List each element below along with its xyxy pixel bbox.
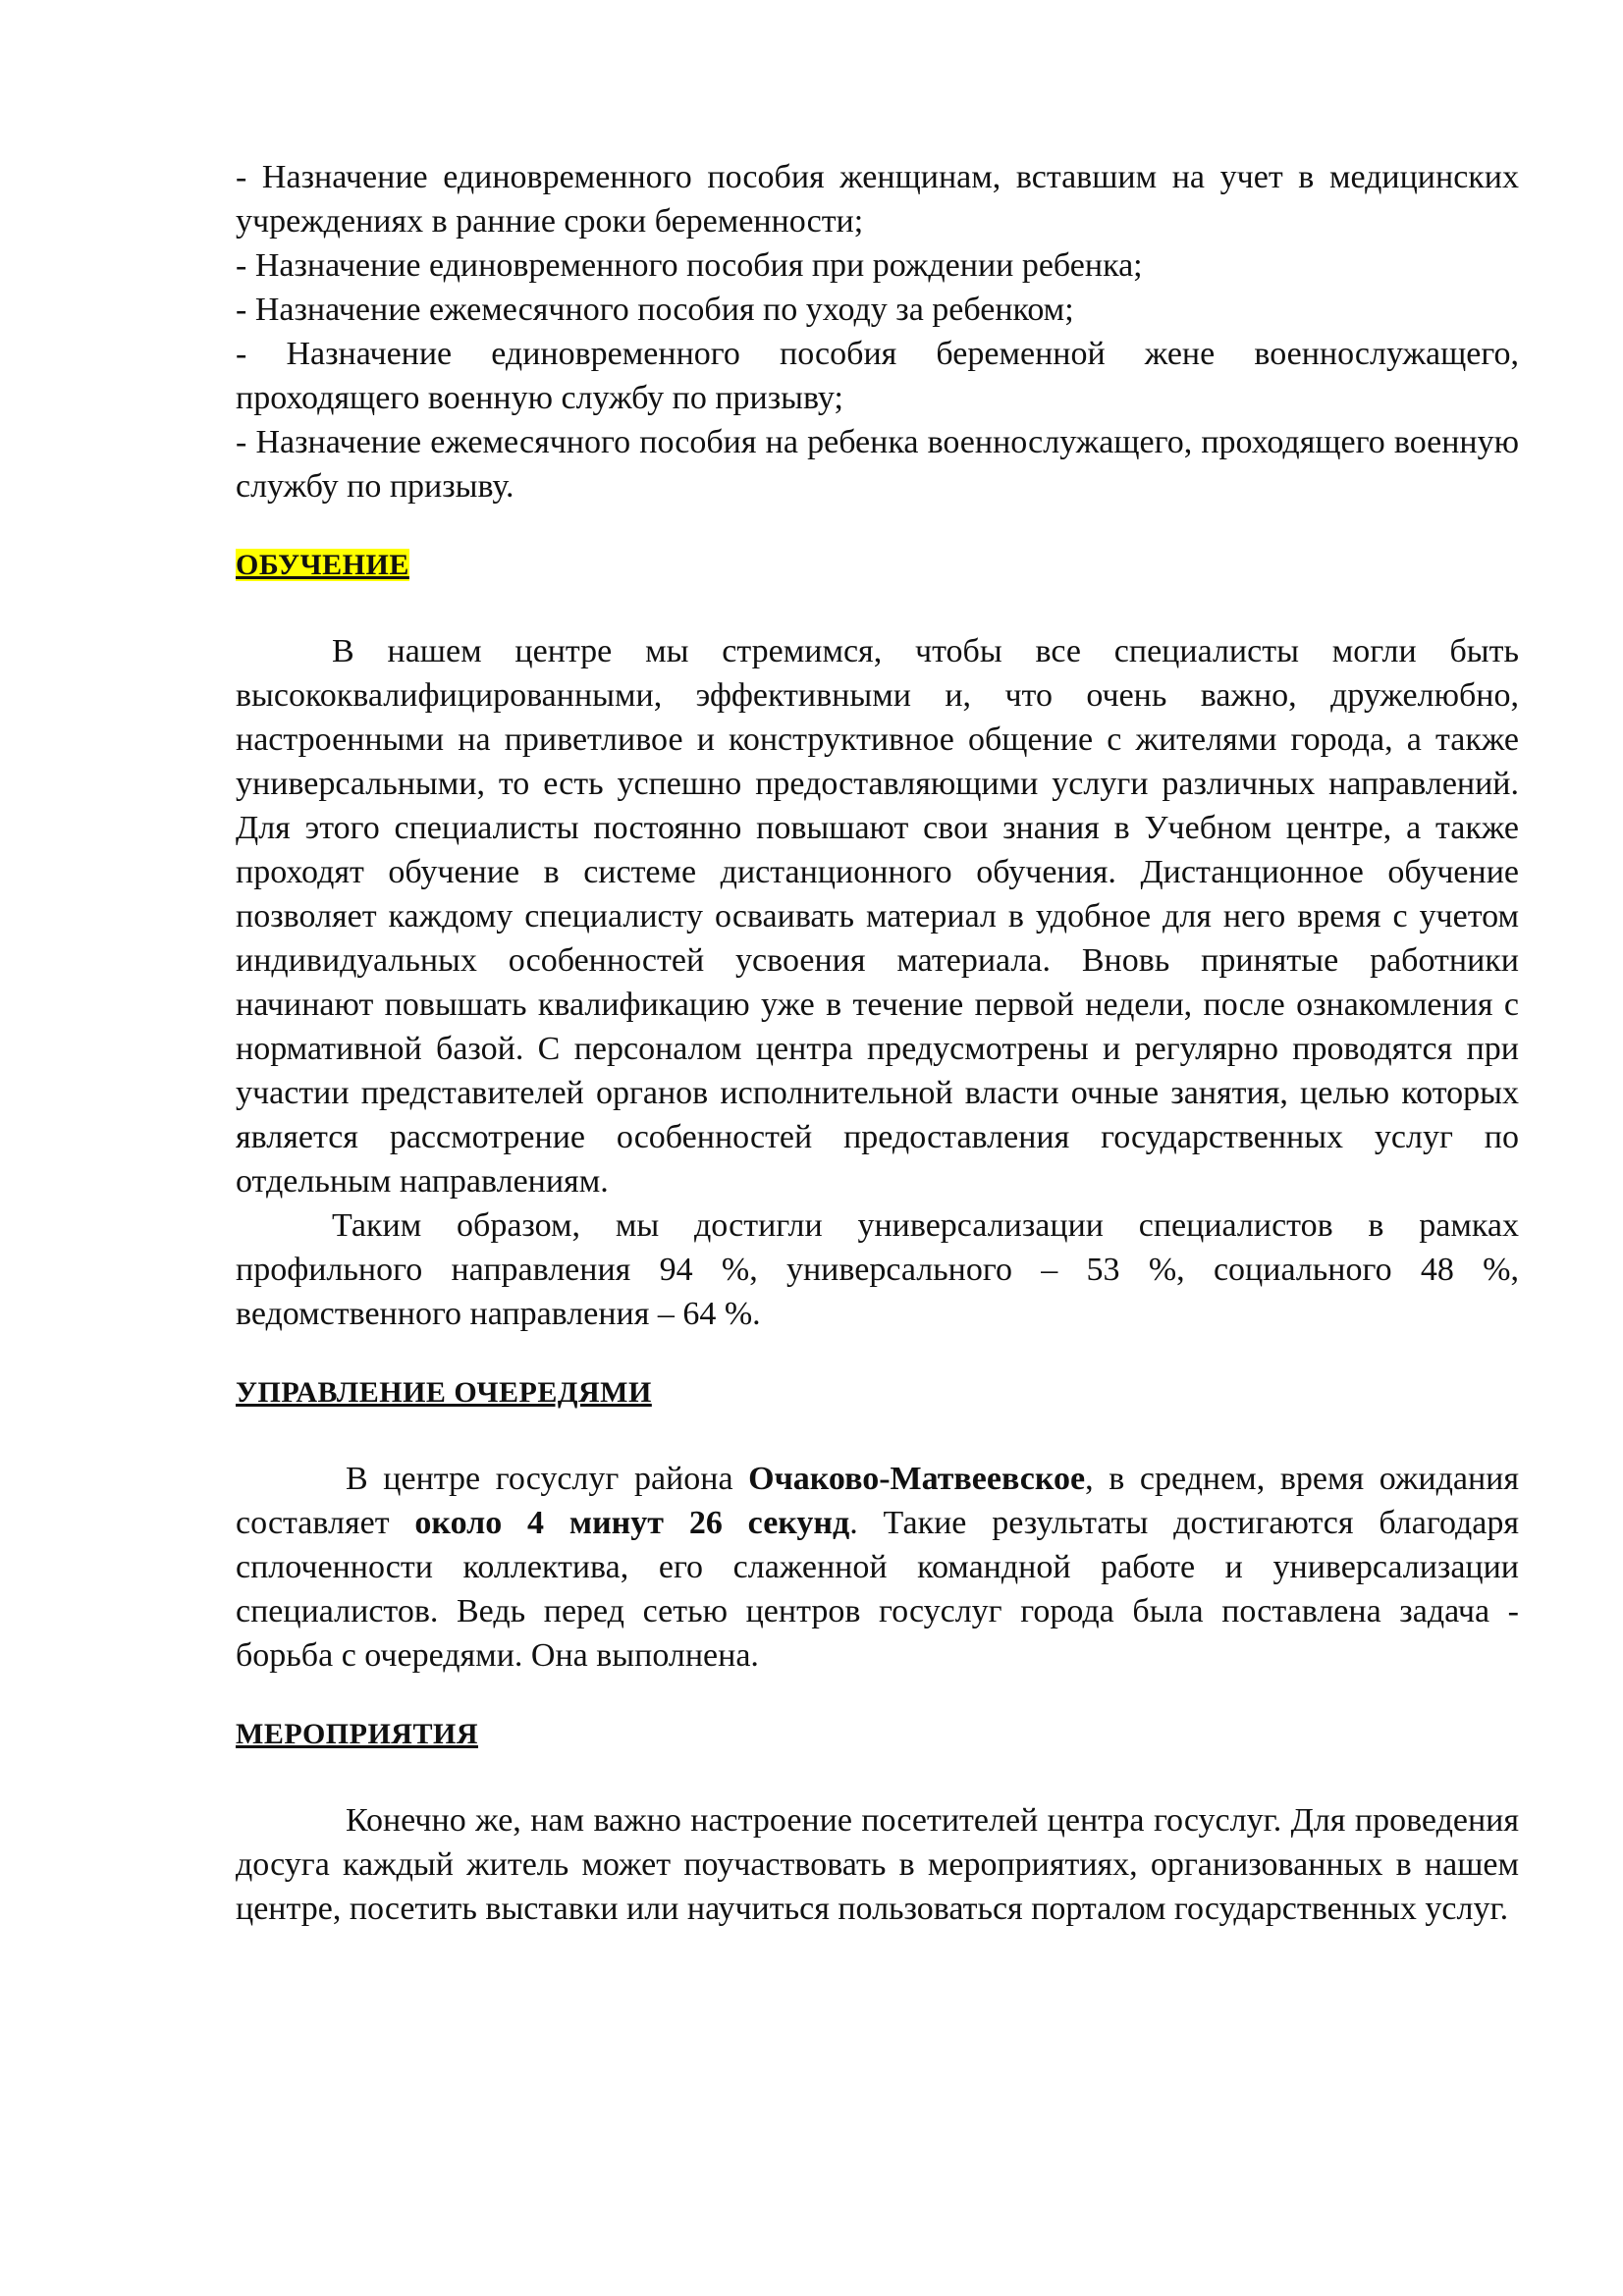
- training-paragraph: В нашем центре мы стремимся, чтобы все специалисты могли быть высококвалифицированными, эффективными и, что очень важно, дружелюбно, настроенными на приветливое и конструктивное общение с жителями города, а также универсальными, то есть успешно предоставляющими услуги различных направлений. Для этого специалисты постоянно повышают свои знания в Учебном центре, а также проходят обучение в системе дистанционного обучения. Дистанционное обучение позволяет каждому специалисту осваивать материал в удобное для него время с учетом индивидуальных особенностей усвоения материала. Вновь принятые работники начинают повышать квалификацию уже в течение первой недели, после ознакомления с нормативной базой. С персоналом центра предусмотрены и регулярно проводятся при участии представителей органов исполнительной власти очные занятия, целью которых является рассмотрение особенностей предоставления государственных услуг по отдельным направлениям.: [236, 633, 1519, 1200]
- document-page: [236, 155, 1519, 1931]
- list-item: - Назначение ежемесячного пособия по уходу за ребенком;: [236, 292, 1074, 328]
- section-heading-events: МЕРОПРИЯТИЯ: [236, 1718, 478, 1750]
- benefits-list: [236, 155, 1519, 508]
- list-item: - Назначение ежемесячного пособия на ребенка военнослужащего, проходящего военную службу по призыву.: [236, 424, 1519, 505]
- list-item: - Назначение единовременного пособия женщинам, вставшим на учет в медицинских учреждениях в ранние сроки беременности;: [236, 159, 1519, 240]
- list-item: - Назначение единовременного пособия беременной жене военнослужащего, проходящего военную службу по призыву;: [236, 336, 1519, 416]
- spacer: [236, 508, 1519, 546]
- list-item: - Назначение единовременного пособия при рождении ребенка;: [236, 247, 1143, 284]
- district-name: Очаково-Матвеевское: [748, 1461, 1086, 1497]
- section-heading-queues: УПРАВЛЕНИЕ ОЧЕРЕДЯМИ: [236, 1376, 652, 1409]
- wait-time: около 4 минут 26 секунд: [414, 1505, 850, 1541]
- events-paragraph: Конечно же, нам важно настроение посетителей центра госуслуг. Для проведения досуга каждый житель может поучаствовать в мероприятиях, организованных в нашем центре, посетить выставки или научиться пользоваться порталом государственных услуг.: [236, 1802, 1519, 1927]
- queues-paragraph: [236, 1457, 1519, 1678]
- spacer: [236, 585, 1519, 629]
- spacer: [236, 1678, 1519, 1715]
- spacer: [236, 1413, 1519, 1457]
- queues-text: В центре госуслуг района: [346, 1461, 749, 1497]
- queues-text: . Такие результаты достигаются благодаря сплоченности коллектива, его слаженной командной работе и универсализации специалистов. Ведь перед сетью центров госуслуг города была поставлена задача - борьба с очередями. Она выполнена.: [236, 1505, 1519, 1674]
- section-heading-training: [236, 546, 1519, 585]
- queues-text: , в среднем, время ожидания составляет: [236, 1461, 1519, 1541]
- training-summary-paragraph: Таким образом, мы достигли универсализации специалистов в рамках профильного направления 94 %, универсального – 53 %, социального 48 %, ведомственного направления – 64 %.: [236, 1207, 1519, 1332]
- spacer: [236, 1336, 1519, 1373]
- spacer: [236, 1754, 1519, 1798]
- highlighted-heading-text: ОБУЧЕНИЕ: [236, 549, 409, 581]
